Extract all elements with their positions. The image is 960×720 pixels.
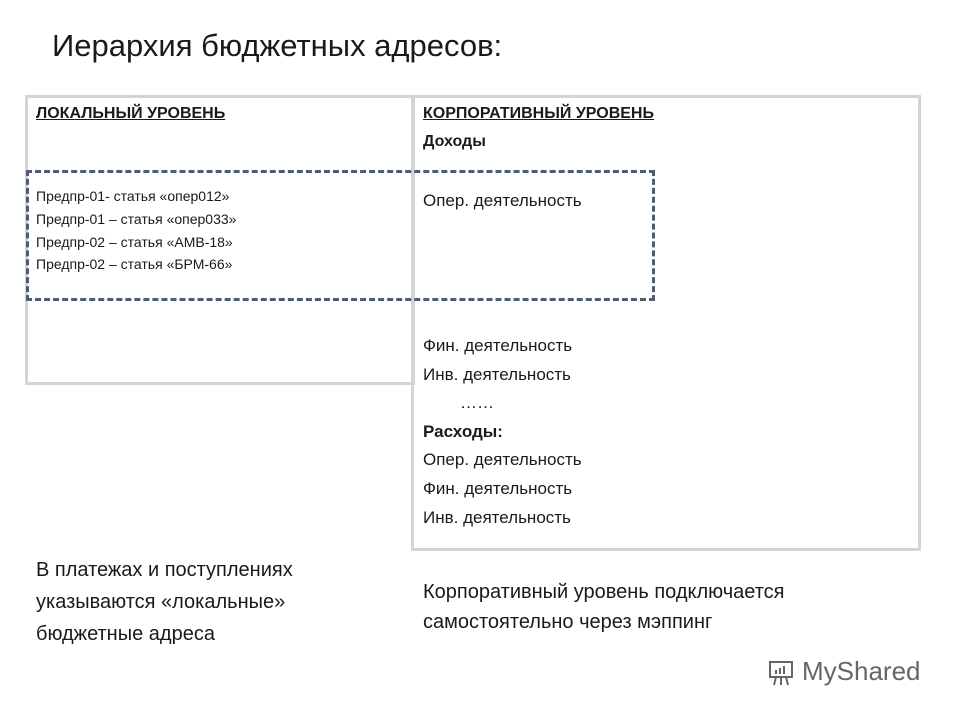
local-item: Предпр-01- статья «опер012»: [36, 188, 230, 204]
expense-item: Инв. деятельность: [423, 508, 571, 527]
income-item: Опер. деятельность: [423, 191, 582, 210]
expense-item: Фин. деятельность: [423, 479, 573, 498]
corporate-heading: КОРПОРАТИВНЫЙ УРОВЕНЬ: [423, 105, 654, 122]
watermark-logo: [766, 656, 921, 687]
income-label: Доходы: [423, 133, 486, 150]
note-left: В платежах и поступлениях указываются «локальные» бюджетные адреса: [36, 559, 293, 645]
expense-item: Опер. деятельность: [423, 450, 582, 469]
local-item: Предпр-01 – статья «опер033»: [36, 211, 237, 227]
note-right: Корпоративный уровень подключается самостоятельно через мэппинг: [423, 581, 785, 633]
local-item: Предпр-02 – статья «АМВ-18»: [36, 234, 233, 250]
local-item: Предпр-02 – статья «БРМ-66»: [36, 256, 233, 272]
ellipsis: ……: [460, 393, 494, 412]
watermark-text: MyShared: [802, 656, 921, 686]
slide-title: Иерархия бюджетных адресов:: [52, 28, 503, 63]
income-item: Фин. деятельность: [423, 336, 573, 355]
local-heading: ЛОКАЛЬНЫЙ УРОВЕНЬ: [36, 105, 226, 122]
income-item: Инв. деятельность: [423, 365, 571, 384]
expense-label: Расходы:: [423, 422, 503, 441]
presentation-board-icon: [766, 657, 796, 687]
